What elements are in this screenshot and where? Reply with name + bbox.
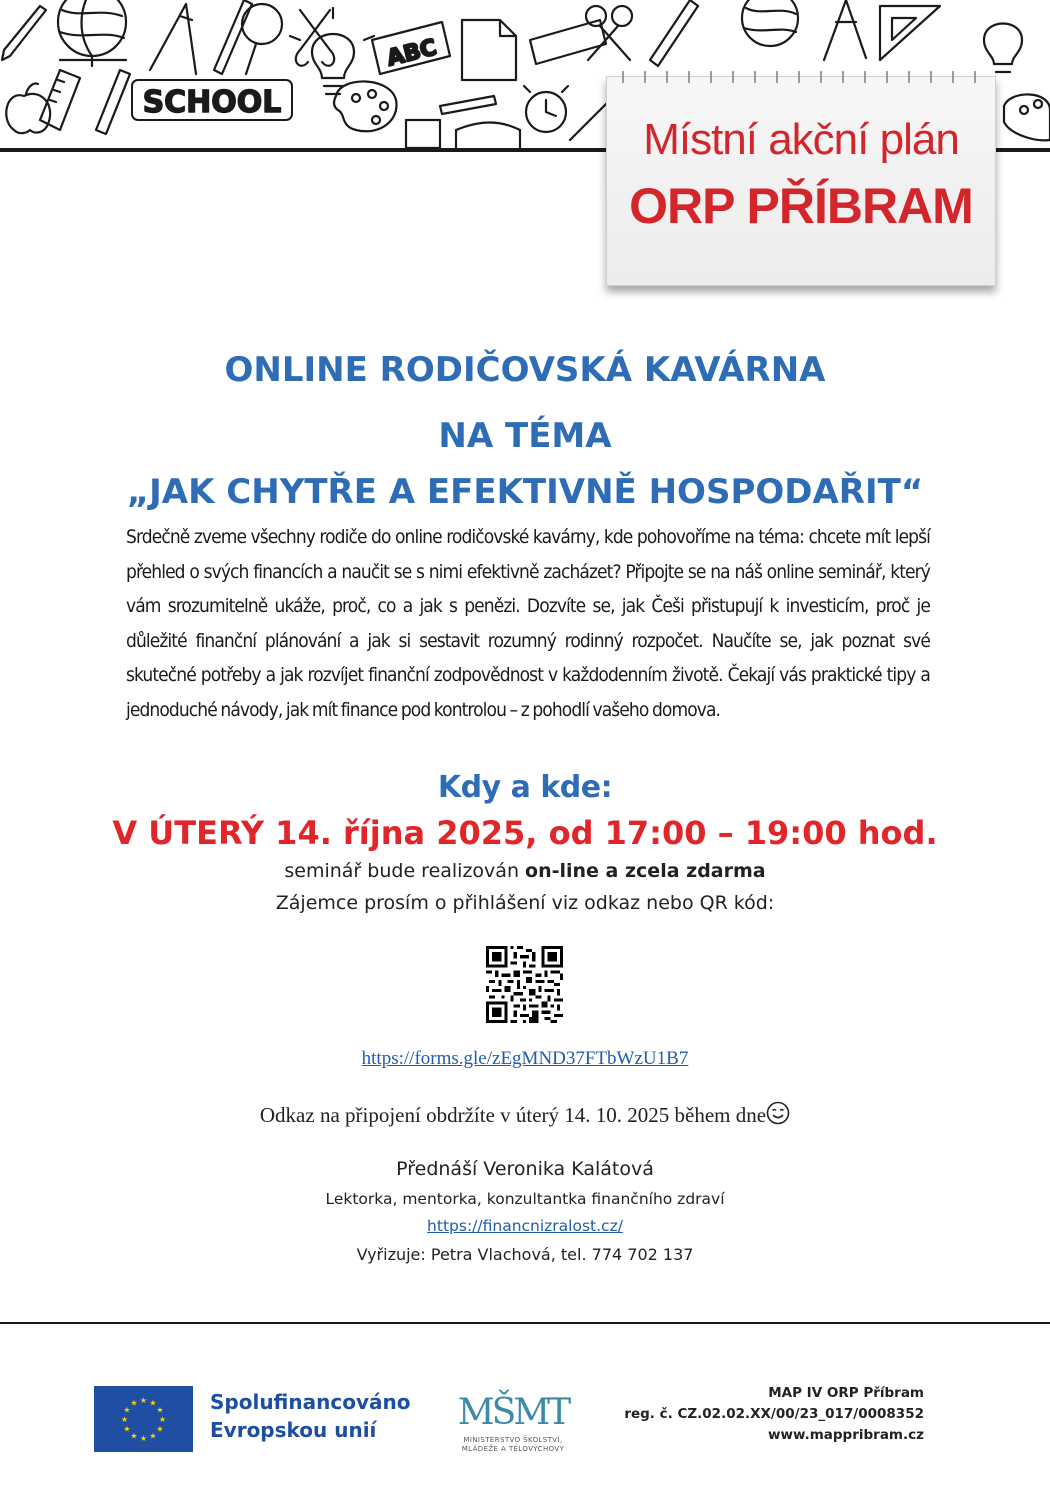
svg-text:★: ★ xyxy=(156,1405,164,1415)
paper-icon xyxy=(462,20,516,80)
event-date: V ÚTERÝ 14. října 2025, od 17:00 – 19:00 hod. xyxy=(112,814,938,852)
signup-instruction: Zájemce prosím o přihlášení viz odkaz nebo QR kód: xyxy=(275,892,775,914)
online-free-prefix: seminář bude realizován xyxy=(284,860,526,882)
svg-text:★: ★ xyxy=(156,1424,164,1434)
school-label-doodle xyxy=(132,80,292,120)
pencil-icon xyxy=(650,0,698,66)
speaker-role: Lektorka, mentorka, konzultantka finančního zdraví xyxy=(325,1190,725,1208)
svg-text:MŠMT: MŠMT xyxy=(457,1392,569,1433)
lightbulb-icon xyxy=(984,24,1022,73)
svg-text:★: ★ xyxy=(120,1415,129,1424)
palette-icon xyxy=(1004,94,1050,140)
page-title-line1: ONLINE RODIČOVSKÁ KAVÁRNA xyxy=(224,350,826,390)
project-website[interactable]: www.mappribram.cz xyxy=(768,1427,924,1443)
svg-text:★: ★ xyxy=(139,1434,148,1443)
page-title-line3: „JAK CHYTŘE A EFEKTIVNĚ HOSPODAŘIT“ xyxy=(126,472,924,512)
speaker-website-link[interactable]: https://financnizralost.cz/ xyxy=(427,1217,623,1235)
speaker-line: Přednáší Veronika Kalátová xyxy=(396,1158,654,1180)
eu-line2: Evropskou unií xyxy=(210,1418,377,1442)
pencil-icon xyxy=(570,100,610,140)
registration-number: reg. č. CZ.02.02.XX/00/23_017/0008352 xyxy=(624,1406,924,1422)
badge-title: Místní akční plán xyxy=(643,115,959,164)
connect-note xyxy=(0,1101,1050,1128)
scissors-icon xyxy=(586,6,632,60)
online-free-note xyxy=(0,860,1050,882)
clock-icon xyxy=(524,86,568,132)
scissors-icon xyxy=(296,10,334,66)
abc-label-doodle xyxy=(372,22,450,74)
msmt-caption xyxy=(438,1436,588,1454)
compass-icon xyxy=(150,4,196,74)
pencil-icon xyxy=(96,70,130,134)
book-icon xyxy=(456,123,520,149)
eu-cofunding-label xyxy=(210,1388,410,1444)
connect-note-text: Odkaz na připojení obdržíte v úterý 14. 10. 2025 během dne xyxy=(259,1103,767,1127)
page-title-line2: NA TÉMA xyxy=(438,416,612,456)
svg-text:★: ★ xyxy=(130,1431,138,1441)
intro-paragraph: Srdečně zveme všechny rodiče do online rodičovské kavárny, kde pohovoříme na téma: chcete mít lepší přehled o svých financích a naučit se s nimi efektivně zacházet? Připojte se na náš online seminář, který vám srozumitelně ukáže, proč, co a jak s penězi. Dozvíte se, jak Češi přistupují k investicím, proč je důležité finanční plánování a jak si sestavit rozumný rodinný rozpočet. Naučíte se, jak poznat své skutečné potřeby a jak rozvíjet finanční zodpovědnost v každodenním životě. Čekají vás praktické tipy a jednoduché návody, jak mít finance pod kontrolou – z pohodlí vašeho domova. xyxy=(126,526,930,721)
online-free-bold: on-line a zcela zdarma xyxy=(525,860,766,882)
globe-icon xyxy=(742,0,798,46)
when-where-heading: Kdy a kde: xyxy=(437,770,613,805)
qr-code[interactable] xyxy=(486,946,563,1023)
svg-text:SCHOOL: SCHOOL xyxy=(142,85,282,120)
notebook-icon xyxy=(406,120,440,148)
svg-text:★: ★ xyxy=(149,1431,157,1441)
eu-line1: Spolufinancováno xyxy=(210,1390,411,1414)
triangle-ruler-icon xyxy=(880,6,940,60)
map-badge xyxy=(606,76,996,286)
svg-text:★: ★ xyxy=(158,1415,167,1424)
palette-icon xyxy=(334,81,397,131)
project-name: MAP IV ORP Příbram xyxy=(768,1385,924,1401)
compass-icon xyxy=(824,0,866,60)
footer-divider xyxy=(0,1322,1050,1324)
msmt-line1: MINISTERSTVO ŠKOLSTVÍ, xyxy=(463,1436,563,1444)
svg-text:★: ★ xyxy=(123,1405,131,1415)
project-registration xyxy=(624,1383,924,1446)
smiley-icon xyxy=(766,1101,790,1125)
spiral-binding xyxy=(613,67,989,85)
badge-subtitle: ORP PŘÍBRAM xyxy=(629,178,973,234)
pencil-icon xyxy=(2,6,46,60)
svg-text:★: ★ xyxy=(139,1396,148,1405)
contact-line: Vyřizuje: Petra Vlachová, tel. 774 702 137 xyxy=(356,1245,694,1264)
svg-text:★: ★ xyxy=(130,1398,138,1408)
svg-text:ABC: ABC xyxy=(384,35,440,72)
eu-flag-icon xyxy=(94,1386,193,1452)
svg-text:★: ★ xyxy=(149,1398,157,1408)
msmt-line2: MLÁDEŽE A TĚLOVÝCHOVY xyxy=(461,1445,565,1453)
globe-icon xyxy=(58,0,126,66)
pencil-icon xyxy=(440,96,496,114)
svg-text:★: ★ xyxy=(123,1424,131,1434)
form-link[interactable]: https://forms.gle/zEgMND37FTbWzU1B7 xyxy=(361,1048,689,1069)
